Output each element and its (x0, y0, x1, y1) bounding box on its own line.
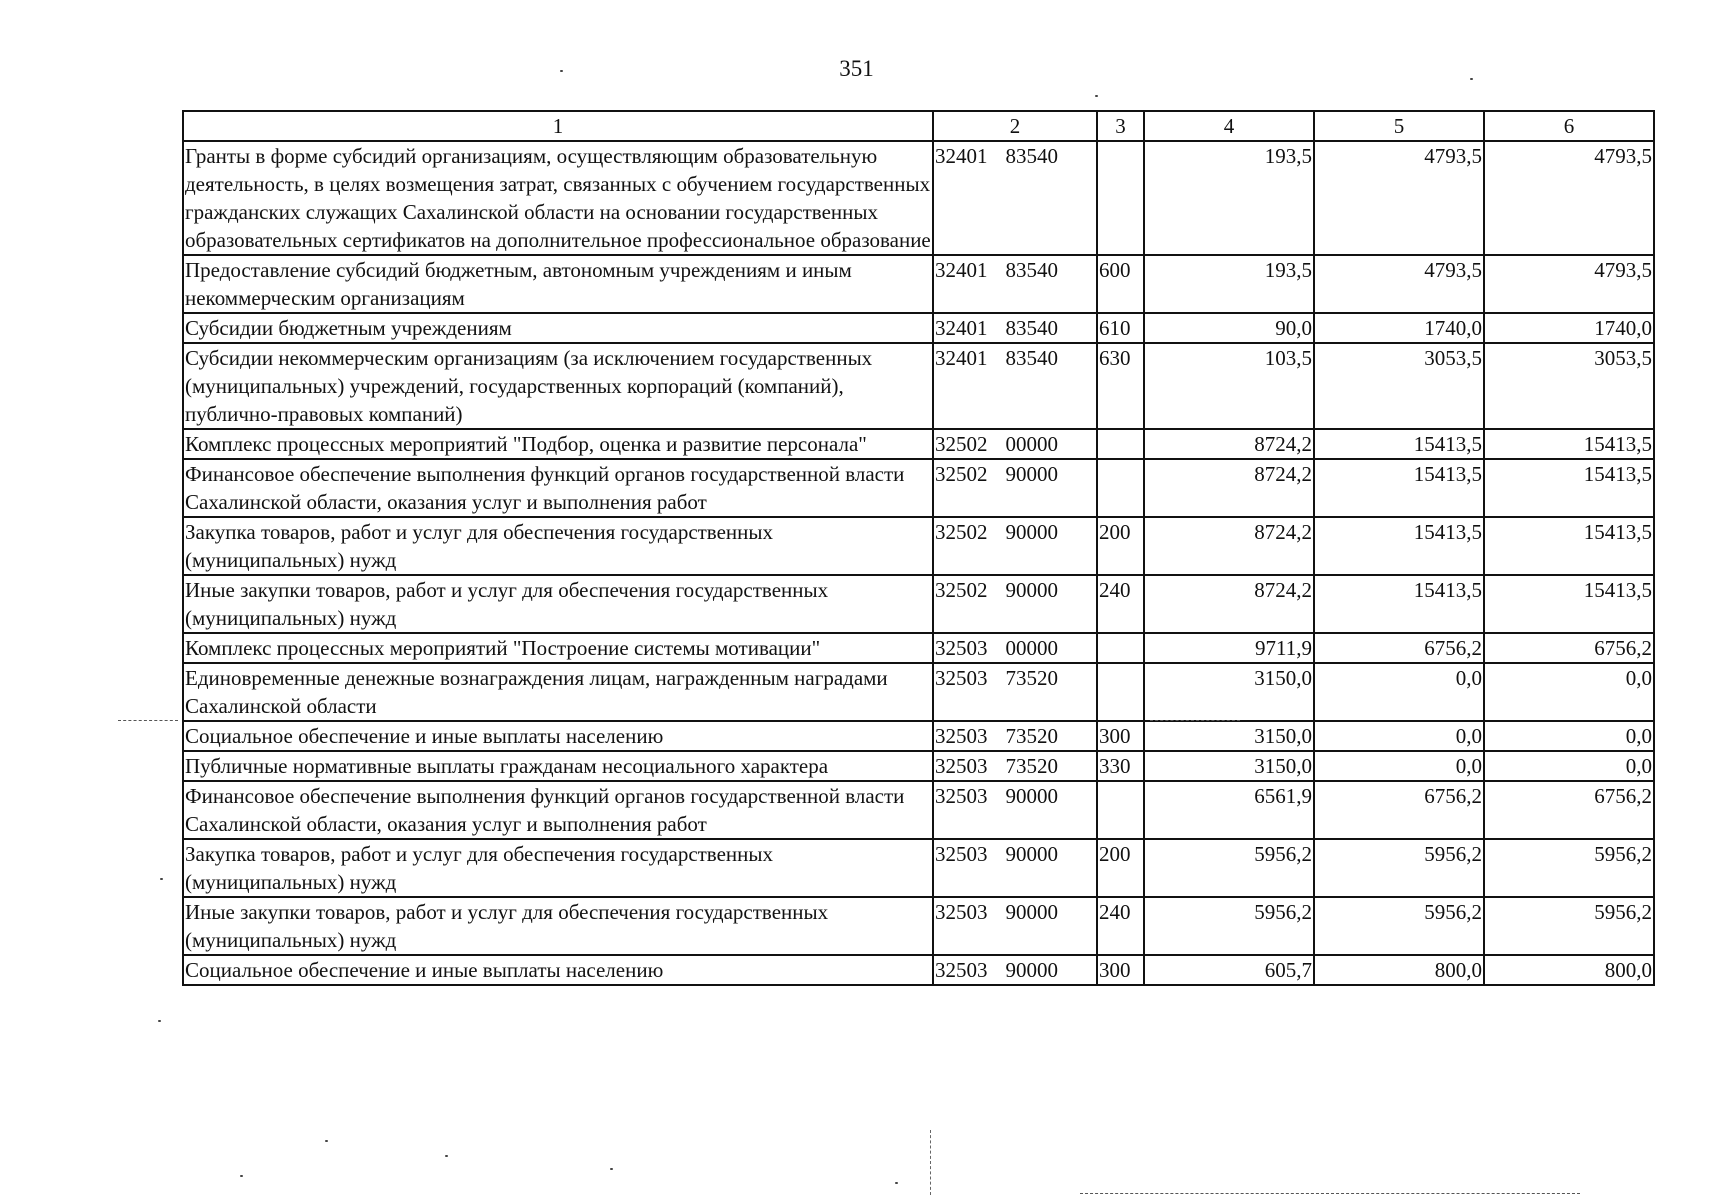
row-value-col5: 4793,5 (1314, 255, 1484, 313)
code-program: 32503 (935, 958, 988, 982)
code-program: 32503 (935, 754, 988, 778)
code-direction: 83540 (1005, 316, 1058, 340)
row-value-col5: 800,0 (1314, 955, 1484, 985)
table-row (183, 839, 1654, 897)
row-value-col4: 3150,0 (1144, 751, 1314, 781)
row-value-col5: 0,0 (1314, 663, 1484, 721)
table-row (183, 141, 1654, 255)
code-program: 32401 (935, 258, 988, 282)
scan-speck (895, 1182, 898, 1184)
row-name-cell: Субсидии бюджетным учреждениям (183, 313, 933, 343)
row-value-col6: 0,0 (1484, 663, 1654, 721)
row-code-cell (933, 663, 1097, 721)
row-value-col6: 15413,5 (1484, 517, 1654, 575)
row-code-cell (933, 839, 1097, 897)
row-value-col5: 15413,5 (1314, 459, 1484, 517)
row-value-col5: 6756,2 (1314, 781, 1484, 839)
row-value-col6: 4793,5 (1484, 141, 1654, 255)
row-value-col4: 8724,2 (1144, 459, 1314, 517)
row-type-cell: 240 (1097, 575, 1144, 633)
row-code-cell (933, 721, 1097, 751)
row-name-cell: Субсидии некоммерческим организациям (за исключением государственных (муниципальных) учреждений, государственных корпораций (компаний), публично-правовых компаний) (183, 343, 933, 429)
row-value-col5: 6756,2 (1314, 633, 1484, 663)
row-name-cell: Публичные нормативные выплаты гражданам несоциального характера (183, 751, 933, 781)
row-value-col6: 5956,2 (1484, 897, 1654, 955)
row-code-cell (933, 955, 1097, 985)
row-value-col4: 8724,2 (1144, 517, 1314, 575)
row-code-cell (933, 343, 1097, 429)
code-program: 32502 (935, 578, 988, 602)
row-value-col6: 3053,5 (1484, 343, 1654, 429)
code-direction: 90000 (1005, 842, 1058, 866)
table-row (183, 313, 1654, 343)
scan-dash (1150, 720, 1240, 721)
scan-speck (1095, 95, 1098, 97)
row-value-col6: 0,0 (1484, 751, 1654, 781)
code-direction: 90000 (1005, 784, 1058, 808)
row-type-cell: 610 (1097, 313, 1144, 343)
row-name-cell: Предоставление субсидий бюджетным, автономным учреждениям и иным некоммерческим организациям (183, 255, 933, 313)
code-program: 32502 (935, 520, 988, 544)
row-value-col6: 15413,5 (1484, 575, 1654, 633)
row-value-col4: 103,5 (1144, 343, 1314, 429)
code-program: 32401 (935, 316, 988, 340)
header-col-6: 6 (1484, 111, 1654, 141)
row-name-cell: Иные закупки товаров, работ и услуг для обеспечения государственных (муниципальных) нужд (183, 575, 933, 633)
row-name-cell: Комплекс процессных мероприятий "Построение системы мотивации" (183, 633, 933, 663)
code-program: 32502 (935, 432, 988, 456)
row-value-col6: 800,0 (1484, 955, 1654, 985)
row-value-col5: 15413,5 (1314, 429, 1484, 459)
table-row (183, 751, 1654, 781)
header-col-3: 3 (1097, 111, 1144, 141)
scan-speck (158, 1020, 161, 1022)
scan-speck (560, 70, 563, 72)
row-value-col6: 4793,5 (1484, 255, 1654, 313)
scan-speck (610, 1168, 613, 1170)
table-row (183, 575, 1654, 633)
row-code-cell (933, 633, 1097, 663)
row-name-cell: Закупка товаров, работ и услуг для обеспечения государственных (муниципальных) нужд (183, 839, 933, 897)
row-name-cell: Единовременные денежные вознаграждения лицам, награжденным наградами Сахалинской области (183, 663, 933, 721)
header-row (183, 111, 1654, 141)
table-row (183, 663, 1654, 721)
row-value-col6: 15413,5 (1484, 459, 1654, 517)
row-value-col6: 6756,2 (1484, 781, 1654, 839)
code-program: 32503 (935, 636, 988, 660)
code-direction: 90000 (1005, 900, 1058, 924)
row-type-cell: 330 (1097, 751, 1144, 781)
header-col-4: 4 (1144, 111, 1314, 141)
row-type-cell (1097, 141, 1144, 255)
scan-speck (240, 1175, 243, 1177)
code-program: 32503 (935, 784, 988, 808)
code-direction: 83540 (1005, 258, 1058, 282)
row-type-cell: 300 (1097, 955, 1144, 985)
row-value-col5: 5956,2 (1314, 839, 1484, 897)
row-value-col4: 5956,2 (1144, 897, 1314, 955)
row-value-col5: 0,0 (1314, 751, 1484, 781)
row-type-cell: 600 (1097, 255, 1144, 313)
code-direction: 83540 (1005, 346, 1058, 370)
row-code-cell (933, 781, 1097, 839)
code-program: 32401 (935, 144, 988, 168)
row-name-cell: Комплекс процессных мероприятий "Подбор, оценка и развитие персонала" (183, 429, 933, 459)
code-direction: 90000 (1005, 958, 1058, 982)
table-row (183, 459, 1654, 517)
row-code-cell (933, 517, 1097, 575)
row-code-cell (933, 429, 1097, 459)
row-value-col6: 6756,2 (1484, 633, 1654, 663)
page-number: 351 (839, 56, 874, 81)
row-value-col5: 0,0 (1314, 721, 1484, 751)
header-col-2: 2 (933, 111, 1097, 141)
row-name-cell: Закупка товаров, работ и услуг для обеспечения государственных (муниципальных) нужд (183, 517, 933, 575)
scan-dash (930, 1130, 931, 1195)
row-value-col5: 4793,5 (1314, 141, 1484, 255)
scan-dash (118, 720, 178, 721)
code-direction: 90000 (1005, 578, 1058, 602)
row-type-cell (1097, 663, 1144, 721)
row-value-col4: 90,0 (1144, 313, 1314, 343)
scan-speck (160, 878, 163, 880)
row-code-cell (933, 751, 1097, 781)
table-row (183, 721, 1654, 751)
row-value-col4: 6561,9 (1144, 781, 1314, 839)
row-value-col5: 5956,2 (1314, 897, 1484, 955)
scan-dash (1080, 1193, 1580, 1194)
row-name-cell: Иные закупки товаров, работ и услуг для обеспечения государственных (муниципальных) нужд (183, 897, 933, 955)
scan-speck (1470, 78, 1473, 80)
row-name-cell: Социальное обеспечение и иные выплаты населению (183, 955, 933, 985)
table-row (183, 955, 1654, 985)
code-direction: 00000 (1005, 636, 1058, 660)
row-type-cell (1097, 429, 1144, 459)
code-program: 32503 (935, 724, 988, 748)
row-value-col4: 3150,0 (1144, 663, 1314, 721)
row-code-cell (933, 897, 1097, 955)
code-direction: 83540 (1005, 144, 1058, 168)
row-type-cell (1097, 633, 1144, 663)
row-type-cell: 300 (1097, 721, 1144, 751)
scan-speck (325, 1140, 328, 1142)
row-code-cell (933, 313, 1097, 343)
table-row (183, 781, 1654, 839)
row-value-col6: 15413,5 (1484, 429, 1654, 459)
row-value-col4: 8724,2 (1144, 575, 1314, 633)
row-value-col4: 193,5 (1144, 141, 1314, 255)
code-direction: 73520 (1005, 754, 1058, 778)
scan-speck (445, 1155, 448, 1157)
code-direction: 73520 (1005, 724, 1058, 748)
table-row (183, 255, 1654, 313)
budget-table (182, 110, 1655, 986)
row-type-cell: 240 (1097, 897, 1144, 955)
code-direction: 90000 (1005, 462, 1058, 486)
code-direction: 73520 (1005, 666, 1058, 690)
row-type-cell: 200 (1097, 517, 1144, 575)
row-type-cell (1097, 781, 1144, 839)
row-value-col4: 3150,0 (1144, 721, 1314, 751)
code-program: 32401 (935, 346, 988, 370)
row-type-cell: 630 (1097, 343, 1144, 429)
row-value-col5: 15413,5 (1314, 517, 1484, 575)
row-code-cell (933, 575, 1097, 633)
table-row (183, 429, 1654, 459)
row-value-col4: 8724,2 (1144, 429, 1314, 459)
row-value-col6: 5956,2 (1484, 839, 1654, 897)
row-name-cell: Финансовое обеспечение выполнения функций органов государственной власти Сахалинской области, оказания услуг и выполнения работ (183, 781, 933, 839)
table-row (183, 633, 1654, 663)
row-name-cell: Гранты в форме субсидий организациям, осуществляющим образовательную деятельность, в целях возмещения затрат, связанных с обучением государственных гражданских служащих Сахалинской области на основании государственных образовательных сертификатов на дополнительное профессиональное образование (183, 141, 933, 255)
row-value-col6: 1740,0 (1484, 313, 1654, 343)
row-code-cell (933, 459, 1097, 517)
row-code-cell (933, 255, 1097, 313)
row-type-cell: 200 (1097, 839, 1144, 897)
row-value-col5: 1740,0 (1314, 313, 1484, 343)
row-name-cell: Социальное обеспечение и иные выплаты населению (183, 721, 933, 751)
row-code-cell (933, 141, 1097, 255)
row-value-col5: 3053,5 (1314, 343, 1484, 429)
row-value-col6: 0,0 (1484, 721, 1654, 751)
row-value-col4: 9711,9 (1144, 633, 1314, 663)
header-col-1: 1 (183, 111, 933, 141)
row-value-col4: 605,7 (1144, 955, 1314, 985)
code-program: 32503 (935, 666, 988, 690)
row-value-col4: 5956,2 (1144, 839, 1314, 897)
code-direction: 00000 (1005, 432, 1058, 456)
row-value-col5: 15413,5 (1314, 575, 1484, 633)
code-program: 32503 (935, 842, 988, 866)
header-col-5: 5 (1314, 111, 1484, 141)
row-type-cell (1097, 459, 1144, 517)
table-row (183, 517, 1654, 575)
code-program: 32502 (935, 462, 988, 486)
table-body (183, 141, 1654, 985)
row-name-cell: Финансовое обеспечение выполнения функций органов государственной власти Сахалинской области, оказания услуг и выполнения работ (183, 459, 933, 517)
code-program: 32503 (935, 900, 988, 924)
table-row (183, 343, 1654, 429)
code-direction: 90000 (1005, 520, 1058, 544)
table-row (183, 897, 1654, 955)
row-value-col4: 193,5 (1144, 255, 1314, 313)
